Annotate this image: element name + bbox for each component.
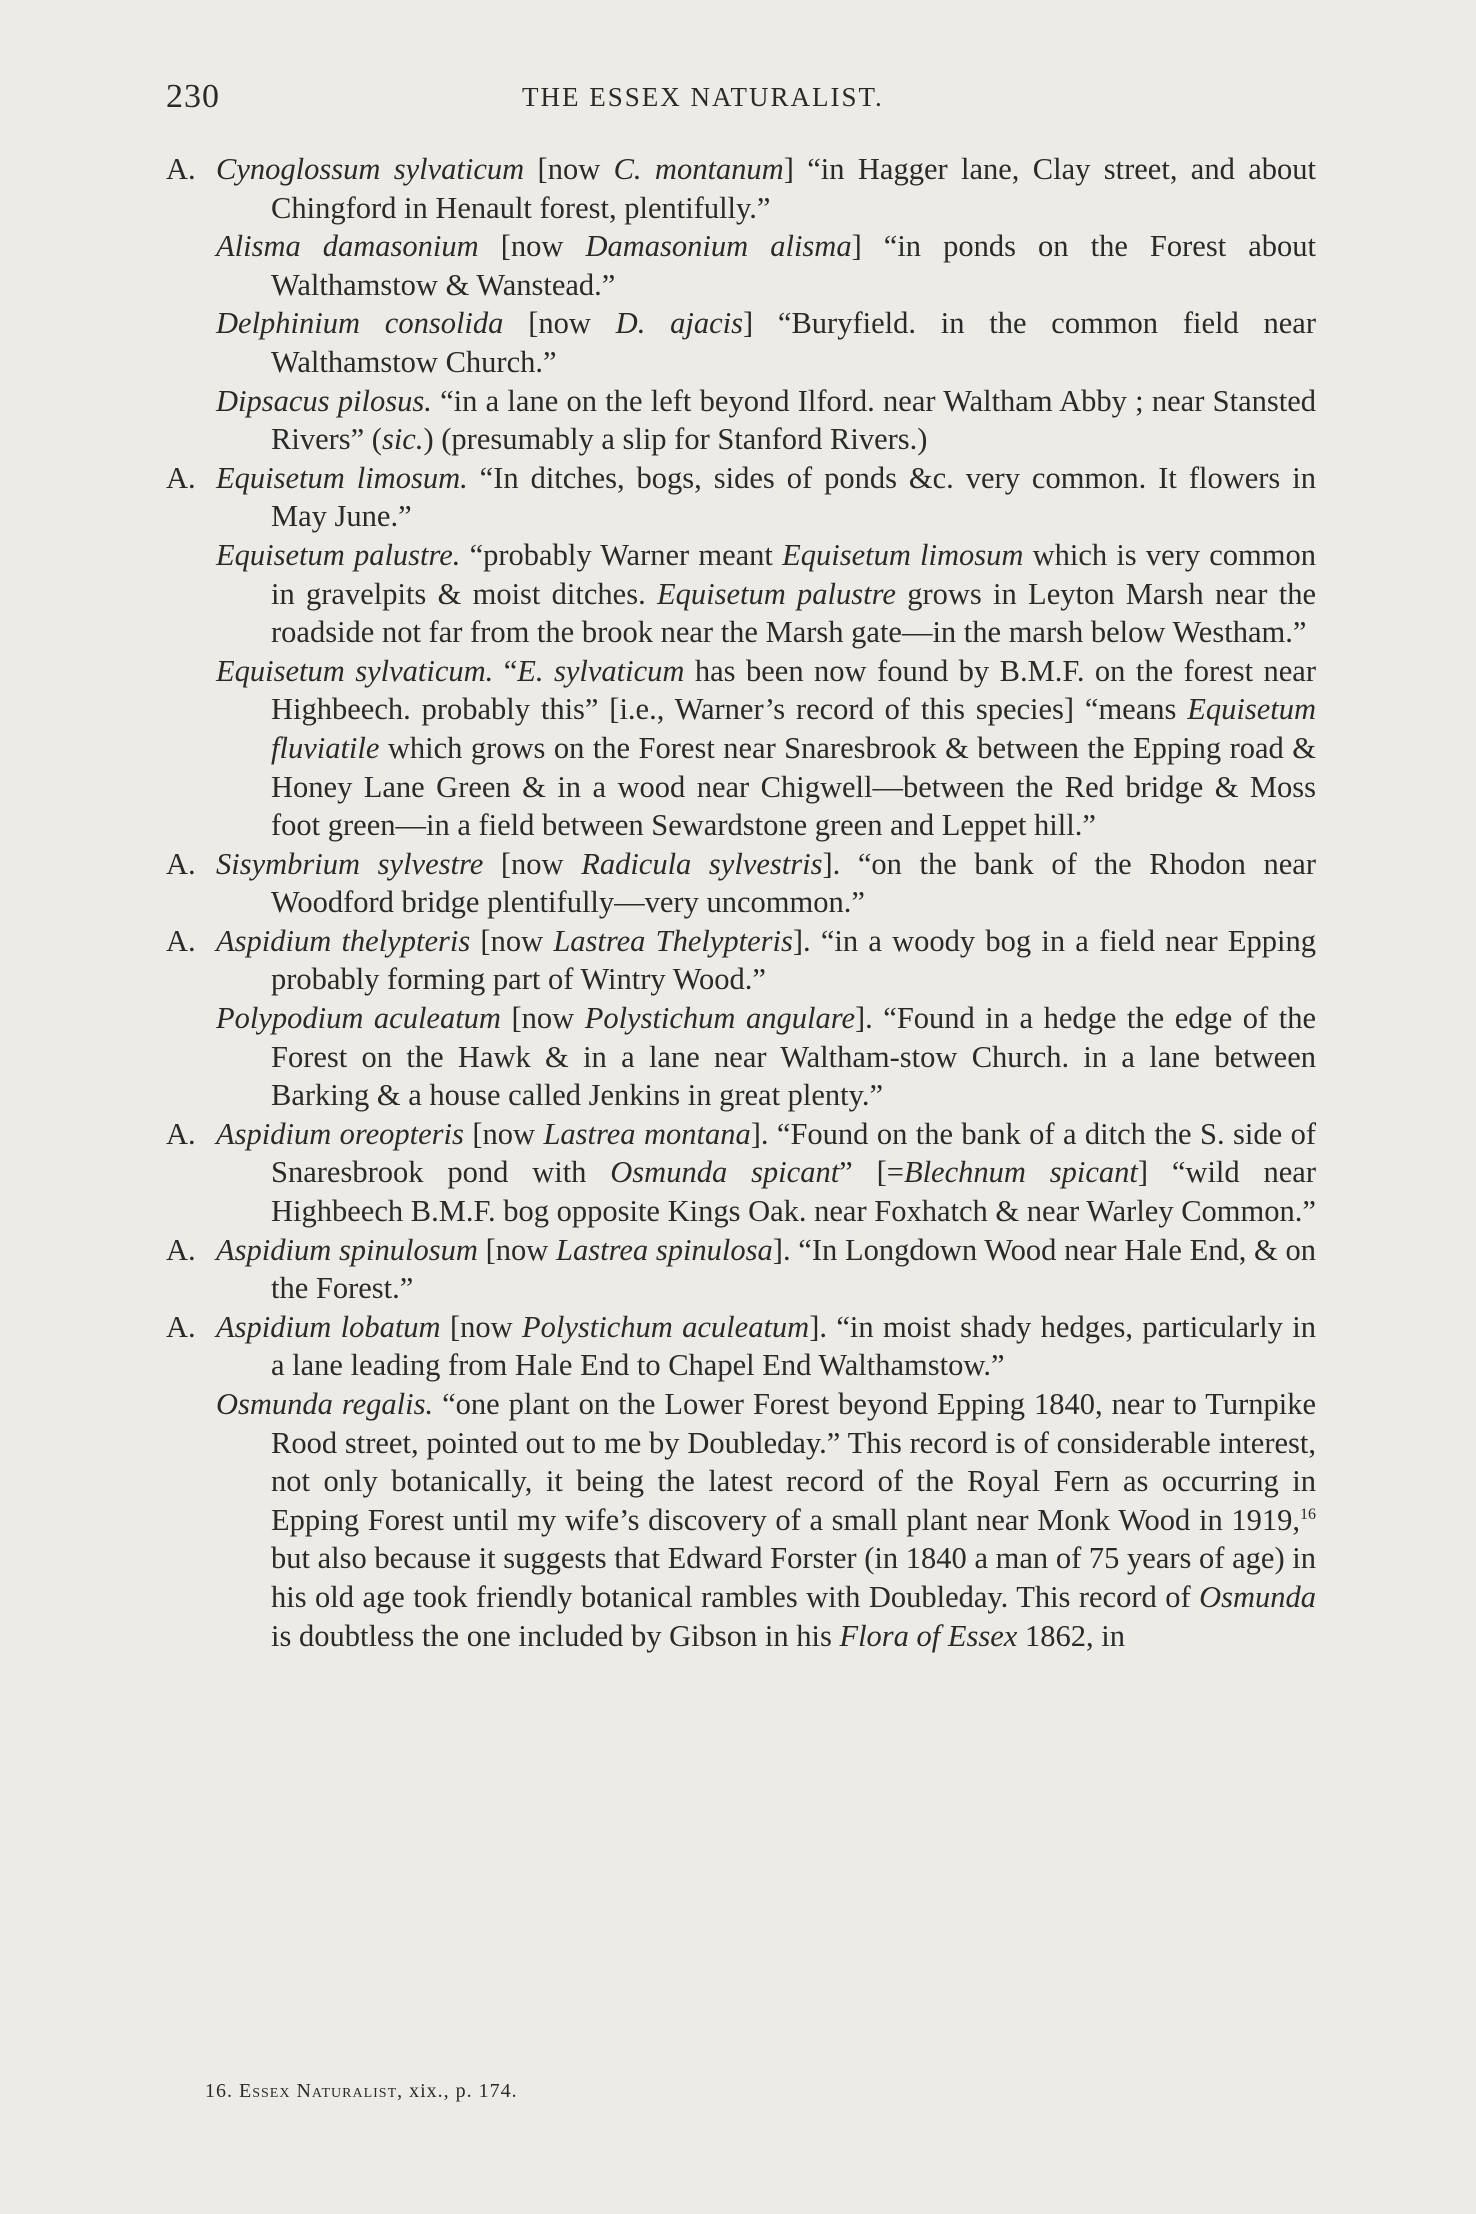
species-entry — [166, 304, 1316, 381]
italic-text: Aspidium spinulosum — [216, 1232, 478, 1267]
entry-text: “one plant on the Lower Forest beyond Epping 1840, near to Turnpike Rood street, pointed out to me by Doubleday.” This record is of considerable interest, not only botanically, it being the latest record of the Royal Fern as occurring in Epping Forest until my wife’s discovery of a small plant near Monk Wood in 1919, — [271, 1387, 1316, 1537]
species-entry — [166, 1385, 1316, 1655]
species-entry — [166, 652, 1316, 845]
italic-text: C. montanum — [613, 152, 784, 186]
species-entry — [166, 1231, 1316, 1308]
entry-text: ]. “in a woody bog in a field near Epping probably forming part of Wintry Wood.” — [271, 923, 1316, 997]
species-entry — [166, 845, 1316, 922]
entry-text: ] “wild near Highbeech B.M.F. bog opposite Kings Oak. near Foxhatch & near Warley Common.” — [271, 1155, 1316, 1229]
entry-text: ]. “Found in a hedge the edge of the Forest on the Hawk & in a lane near Waltham-stow Church. in a lane between Barking & a house called Jenkins in great plenty.” — [271, 1001, 1316, 1113]
entry-text: ] “in ponds on the Forest about Walthamstow & Wanstead.” — [271, 229, 1317, 302]
entry-text: “ — [493, 653, 518, 688]
entry-text: which grows on the Forest near Snaresbrook & between the Epping road & Honey Lane Green & in a wood near Chigwell—between the Red bridge & Moss foot green—in a field between Sewardstone green and Leppet hill.” — [271, 730, 1316, 843]
footnote — [205, 2080, 1305, 2103]
species-entry — [166, 1115, 1316, 1231]
italic-text: E. sylvaticum — [517, 653, 685, 688]
entry-text: [now — [470, 923, 554, 958]
species-entry — [166, 382, 1316, 459]
running-head — [166, 78, 1316, 122]
entry-text: [now — [483, 846, 582, 881]
italic-text: Osmunda regalis. — [216, 1387, 434, 1421]
species-entry — [166, 922, 1316, 999]
entry-text: ” [= — [839, 1155, 904, 1190]
entry-flag: A. — [166, 152, 196, 186]
entry-text: “In ditches, bogs, sides of ponds &c. very common. It flowers in May June.” — [271, 460, 1316, 534]
entry-flag: A. — [166, 846, 196, 881]
italic-text: D. ajacis — [615, 306, 743, 341]
entry-text: [now — [500, 1001, 585, 1036]
italic-text: Lastrea Thelypteris — [553, 923, 793, 958]
species-entry — [166, 1308, 1316, 1385]
running-title: THE ESSEX NATURALIST. — [522, 82, 884, 112]
species-entry — [166, 536, 1316, 652]
entry-text: ]. “Found on the bank of a ditch the S. side of Snaresbrook pond with — [271, 1116, 1316, 1190]
body-text — [166, 150, 1316, 1655]
entry-text: [now — [524, 152, 614, 186]
entry-text: ] “Buryfield. in the common field near Walthamstow Church.” — [271, 306, 1316, 379]
italic-text: Equisetum limosum. — [216, 460, 468, 495]
italic-text: Flora of Essex — [839, 1618, 1018, 1653]
italic-text: Radicula sylvestris — [581, 846, 823, 881]
italic-text: Aspidium oreopteris — [216, 1116, 464, 1151]
species-entry — [166, 459, 1316, 536]
italic-text: Polypodium aculeatum — [216, 1001, 501, 1036]
italic-text: Equisetum palustre. — [216, 537, 461, 572]
entry-text: [now — [463, 1116, 544, 1151]
entry-text: grows in Leyton Marsh near the roadside not far from the brook near the Marsh gate—in the marsh below Westham.” — [271, 576, 1317, 650]
entry-flag: A. — [166, 460, 196, 495]
species-entry — [166, 150, 1316, 227]
entry-text: ]. “on the bank of the Rhodon near Woodford bridge plentifully—very uncommon.” — [271, 846, 1316, 920]
italic-text: sic. — [381, 422, 424, 457]
entry-text: “in a lane on the left beyond Ilford. near Waltham Abby ; near Stansted Rivers” ( — [271, 383, 1316, 457]
italic-text: Osmunda spicant — [610, 1155, 840, 1190]
entry-text: [now — [477, 1232, 557, 1267]
entry-text: ]. “in moist shady hedges, particularly in a lane leading from Hale End to Chapel End Walthamstow.” — [271, 1309, 1317, 1383]
species-entry — [166, 999, 1316, 1115]
italic-text: Osmunda — [1199, 1579, 1316, 1614]
italic-text: Polystichum angulare — [584, 1001, 855, 1036]
entry-text: which is very common in gravelpits & moist ditches. — [271, 537, 1316, 611]
entry-text: [now — [503, 306, 616, 341]
italic-text: Equisetum sylvaticum. — [216, 653, 494, 688]
italic-text: Cynoglossum sylvaticum — [216, 152, 525, 186]
footnote-source: Essex Naturalist — [239, 2080, 398, 2102]
entry-text: but also because it suggests that Edward Forster (in 1840 a man of 75 years of age) in his old age took friendly botanical rambles with Doubleday. This record of — [271, 1541, 1316, 1614]
page-number: 230 — [166, 78, 220, 115]
italic-text: Equisetum palustre — [657, 576, 896, 611]
entry-text: ] “in Hagger lane, Clay street, and about Chingford in Henault forest, plentifully.” — [271, 152, 1316, 225]
italic-text: Polystichum aculeatum — [522, 1309, 810, 1344]
footnote-ref: , xix., p. 174. — [397, 2080, 518, 2102]
entry-text: “probably Warner meant — [460, 537, 783, 572]
italic-text: Alisma damasonium — [216, 229, 479, 264]
italic-text: Aspidium lobatum — [216, 1309, 441, 1344]
entry-flag: A. — [166, 1116, 196, 1151]
entry-flag: A. — [166, 1232, 196, 1267]
entry-text: has been now found by B.M.F. on the forest near Highbeech. probably this” [i.e., Warner’s record of this species] “means — [271, 653, 1316, 727]
entry-text: is doubtless the one included by Gibson in his — [271, 1618, 840, 1653]
italic-text: Delphinium consolida — [216, 306, 504, 341]
italic-text: Lastrea montana — [543, 1116, 751, 1151]
italic-text: Dipsacus pilosus. — [216, 383, 432, 418]
entry-text: [now — [440, 1309, 522, 1344]
footnote-marker: 16 — [1300, 1505, 1316, 1523]
entry-flag: A. — [166, 1309, 196, 1344]
italic-text: Damasonium alisma — [585, 229, 852, 264]
italic-text: Lastrea spinulosa — [556, 1232, 773, 1267]
entry-text: ]. “In Longdown Wood near Hale End, & on the Forest.” — [271, 1232, 1316, 1306]
italic-text: Equisetum fluviatile — [271, 692, 1316, 765]
species-entry — [166, 227, 1316, 304]
italic-text: Blechnum spicant — [903, 1155, 1138, 1190]
entry-text: ) (presumably a slip for Stanford Rivers.) — [423, 422, 928, 457]
footnote-number: 16. — [205, 2080, 233, 2102]
entry-text: 1862, in — [1017, 1618, 1125, 1653]
entry-flag: A. — [166, 923, 196, 958]
italic-text: Aspidium thelypteris — [216, 923, 471, 958]
italic-text: Equisetum limosum — [782, 537, 1024, 572]
entry-text: [now — [478, 229, 586, 264]
italic-text: Sisymbrium sylvestre — [216, 846, 484, 881]
